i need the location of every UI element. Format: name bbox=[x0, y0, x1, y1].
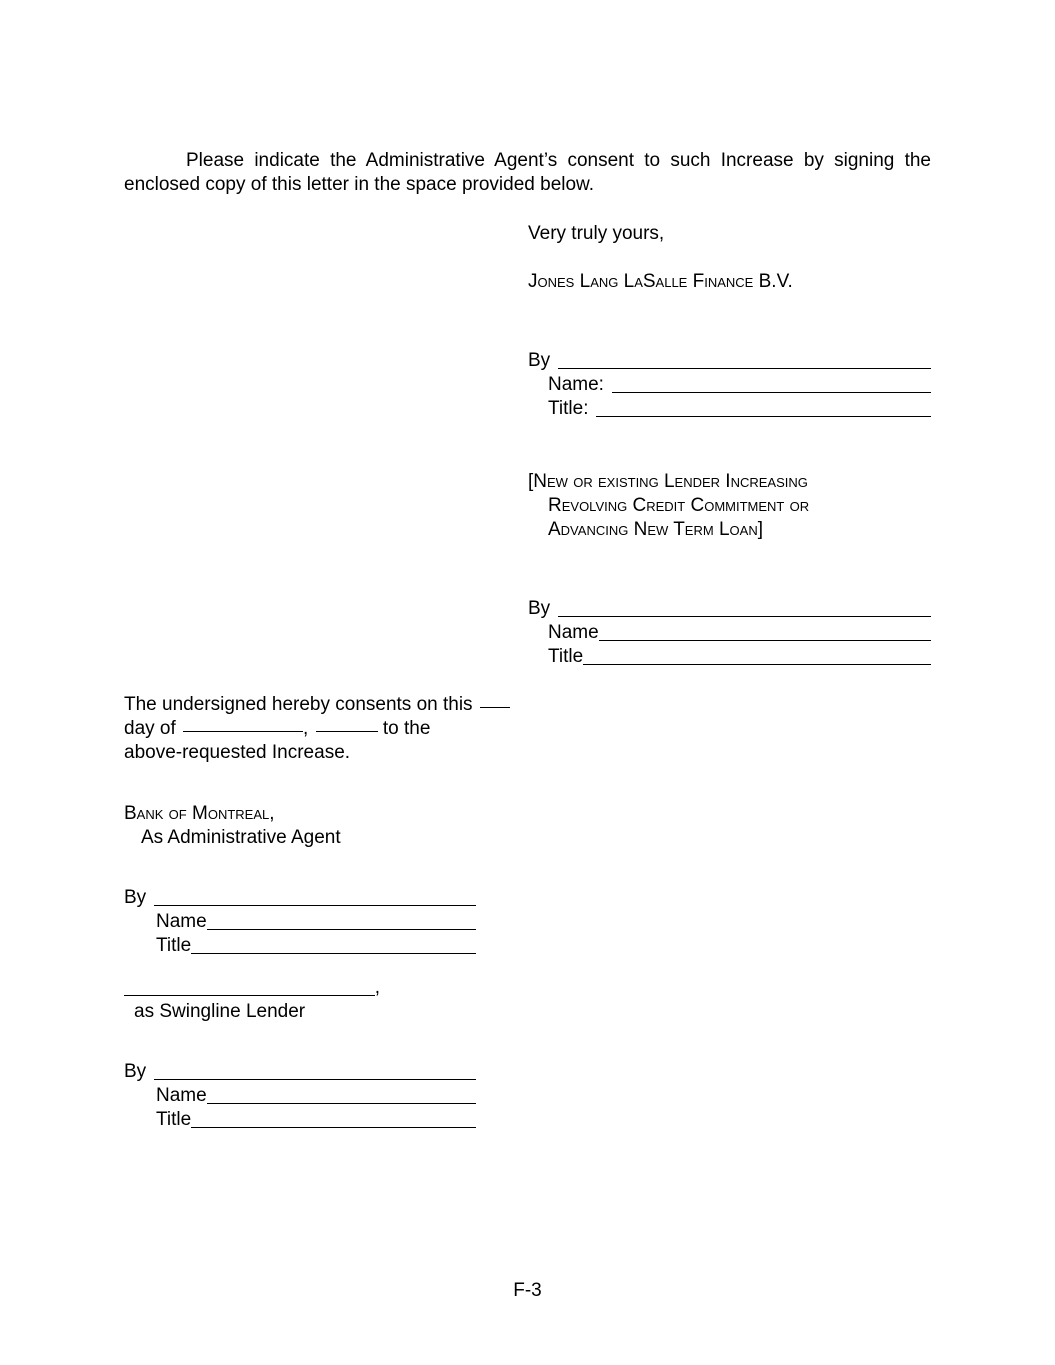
consent-month-blank bbox=[183, 731, 303, 732]
consent-comma: , bbox=[303, 718, 309, 739]
request-paragraph bbox=[124, 149, 931, 197]
title-label: Title bbox=[156, 935, 192, 956]
borrower-signature-line bbox=[558, 368, 931, 369]
consent-line3: above-requested Increase. bbox=[124, 742, 351, 763]
borrower-company-name: Jones Lang LaSalle Finance B.V. bbox=[528, 271, 793, 292]
name-label: Name bbox=[548, 622, 599, 643]
consent-to-the-text: to the bbox=[382, 718, 431, 739]
lender-heading-line3: Advancing New Term Loan] bbox=[548, 519, 763, 540]
consent-year-blank bbox=[316, 731, 378, 732]
request-paragraph-text: Please indicate the Administrative Agent’s consent to such Increase by signing the enclosed copy of this letter in the space provided below. bbox=[124, 150, 931, 195]
swingline-title-line bbox=[191, 1127, 476, 1128]
by-label: By bbox=[528, 598, 551, 619]
swingline-signature-line bbox=[154, 1079, 476, 1080]
borrower-name-line bbox=[612, 392, 931, 393]
swingline-title-row bbox=[156, 1108, 476, 1132]
by-label: By bbox=[124, 887, 147, 908]
page-number: F-3 bbox=[513, 1280, 542, 1301]
swingline-name-row bbox=[124, 976, 380, 1000]
consent-line2 bbox=[124, 717, 430, 741]
lender-by-row bbox=[528, 597, 931, 621]
swingline-name-line bbox=[124, 995, 375, 996]
title-label: Title: bbox=[548, 398, 589, 419]
swingline-by-row bbox=[124, 1060, 476, 1084]
borrower-name-row bbox=[548, 373, 931, 397]
lender-heading-line2: Revolving Credit Commitment or bbox=[548, 495, 810, 516]
consent-line1 bbox=[124, 693, 510, 717]
lender-signature-line bbox=[558, 616, 931, 617]
agent-role: As Administrative Agent bbox=[141, 827, 341, 848]
closing-text: Very truly yours, bbox=[528, 223, 665, 244]
consent-day-of-text: day of bbox=[124, 718, 176, 739]
borrower-title-row bbox=[548, 397, 931, 421]
lender-name-line bbox=[599, 640, 931, 641]
title-label: Title bbox=[156, 1109, 192, 1130]
swingline-name-row-2 bbox=[156, 1084, 476, 1108]
agent-title-row bbox=[156, 934, 476, 958]
agent-name-row bbox=[156, 910, 476, 934]
consent-line1-text: The undersigned hereby consents on this bbox=[124, 694, 473, 715]
name-label: Name bbox=[156, 911, 207, 932]
by-label: By bbox=[124, 1061, 147, 1082]
swingline-comma: , bbox=[374, 977, 380, 998]
lender-title-row bbox=[548, 645, 931, 669]
borrower-by-row bbox=[528, 349, 931, 373]
title-label: Title bbox=[548, 646, 584, 667]
name-label: Name bbox=[156, 1085, 207, 1106]
lender-title-line bbox=[583, 664, 931, 665]
lender-name-row bbox=[548, 621, 931, 645]
agent-title-line bbox=[191, 953, 476, 954]
agent-name-line bbox=[207, 929, 476, 930]
by-label: By bbox=[528, 350, 551, 371]
agent-signature-line bbox=[154, 905, 476, 906]
swingline-name-line-2 bbox=[207, 1103, 476, 1104]
name-label: Name: bbox=[548, 374, 604, 395]
swingline-role: as Swingline Lender bbox=[134, 1001, 306, 1022]
agent-by-row bbox=[124, 886, 476, 910]
borrower-title-line bbox=[596, 416, 931, 417]
agent-name: Bank of Montreal, bbox=[124, 803, 275, 824]
consent-day-blank bbox=[480, 707, 510, 708]
lender-heading-line1: [New or existing Lender Increasing bbox=[528, 471, 808, 492]
